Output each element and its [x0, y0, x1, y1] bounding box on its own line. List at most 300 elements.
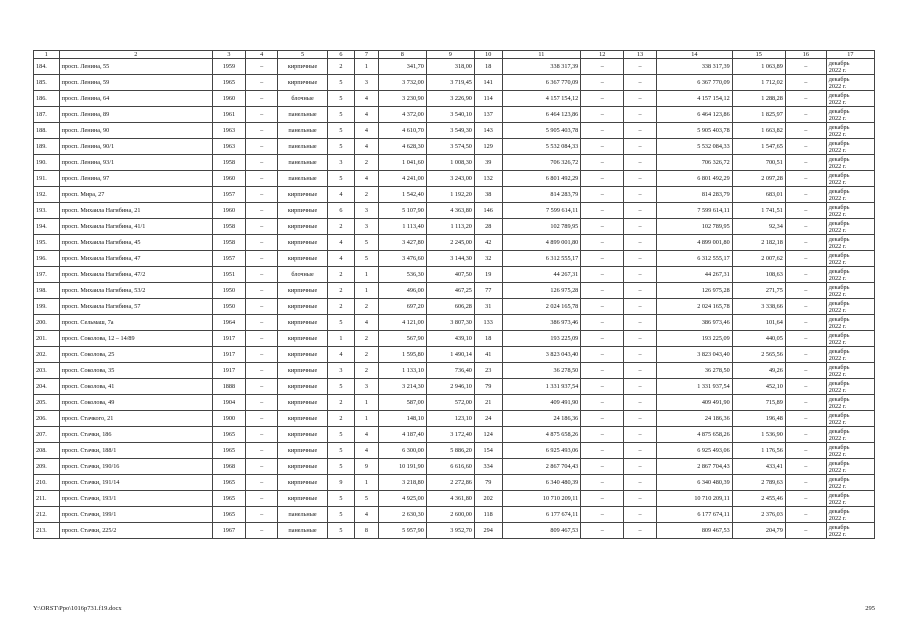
table-cell: 2 024 165,78: [502, 299, 581, 315]
table-cell: 2: [355, 347, 379, 363]
table-cell: 700,51: [732, 155, 785, 171]
table-cell: 1958: [213, 219, 246, 235]
table-cell: 3 226,90: [426, 91, 474, 107]
table-cell: 204,79: [732, 523, 785, 539]
table-cell: 2 024 165,78: [656, 299, 732, 315]
table-cell: 1 176,56: [732, 443, 785, 459]
table-cell: 2 630,30: [378, 507, 426, 523]
table-cell: –: [785, 379, 826, 395]
table-cell: –: [785, 315, 826, 331]
table-cell: 6: [327, 203, 355, 219]
table-cell: 1 825,97: [732, 107, 785, 123]
table-row: [34, 139, 875, 155]
table-cell: 6 801 492,29: [656, 171, 732, 187]
table-cell: 5 905 403,78: [502, 123, 581, 139]
table-cell: просп. Михаила Нагибина, 45: [59, 235, 212, 251]
table-row: [34, 523, 875, 539]
table-cell: 1 663,82: [732, 123, 785, 139]
table-cell: –: [245, 235, 278, 251]
table-cell: кирпичные: [278, 299, 327, 315]
table-cell: –: [581, 475, 624, 491]
table-cell: –: [785, 363, 826, 379]
table-cell: 5 905 403,78: [656, 123, 732, 139]
table-cell: –: [785, 123, 826, 139]
table-cell: 2 007,62: [732, 251, 785, 267]
table-cell: –: [785, 187, 826, 203]
table-cell: просп. Мира, 27: [59, 187, 212, 203]
table-cell: просп. Ленина, 64: [59, 91, 212, 107]
table-cell: 407,50: [426, 267, 474, 283]
table-cell: 4: [355, 91, 379, 107]
table-cell: 205.: [34, 395, 60, 411]
table-cell: просп. Стачкого, 21: [59, 411, 212, 427]
table-cell: 209.: [34, 459, 60, 475]
table-row: [34, 123, 875, 139]
table-cell: 1965: [213, 75, 246, 91]
table-cell: 715,89: [732, 395, 785, 411]
table-cell: декабрь 2022 г.: [826, 219, 874, 235]
table-cell: 3 144,30: [426, 251, 474, 267]
table-cell: декабрь 2022 г.: [826, 523, 874, 539]
table-cell: 6 925 493,06: [502, 443, 581, 459]
table-row: [34, 299, 875, 315]
table-cell: просп. Стачки, 191/14: [59, 475, 212, 491]
table-cell: 5: [327, 91, 355, 107]
table-cell: 36 278,50: [502, 363, 581, 379]
table-cell: 4: [355, 123, 379, 139]
table-cell: 6 367 770,09: [502, 75, 581, 91]
table-cell: 196,48: [732, 411, 785, 427]
table-cell: 102 789,95: [656, 219, 732, 235]
table-row: [34, 267, 875, 283]
table-cell: 1: [355, 395, 379, 411]
table-cell: –: [245, 379, 278, 395]
table-cell: –: [581, 187, 624, 203]
table-row: [34, 411, 875, 427]
table-row: [34, 475, 875, 491]
table-cell: –: [581, 203, 624, 219]
table-cell: 141: [474, 75, 502, 91]
table-cell: 1 547,65: [732, 139, 785, 155]
table-cell: кирпичные: [278, 251, 327, 267]
table-cell: кирпичные: [278, 219, 327, 235]
table-cell: 186.: [34, 91, 60, 107]
table-cell: –: [581, 155, 624, 171]
table-cell: просп. Михаила Нагибина, 41/1: [59, 219, 212, 235]
table-cell: –: [581, 59, 624, 75]
table-cell: 1960: [213, 203, 246, 219]
table-cell: декабрь 2022 г.: [826, 347, 874, 363]
table-cell: 5 532 084,33: [656, 139, 732, 155]
table-cell: 129: [474, 139, 502, 155]
table-cell: –: [785, 475, 826, 491]
table-cell: 5: [327, 427, 355, 443]
table-cell: просп. Стачки, 188/1: [59, 443, 212, 459]
table-cell: декабрь 2022 г.: [826, 91, 874, 107]
table-row: [34, 363, 875, 379]
table-cell: 4: [355, 139, 379, 155]
table-cell: 2 867 704,43: [656, 459, 732, 475]
table-cell: 42: [474, 235, 502, 251]
table-cell: 92,34: [732, 219, 785, 235]
table-cell: 197.: [34, 267, 60, 283]
table-cell: 4 628,30: [378, 139, 426, 155]
table-cell: 2: [355, 299, 379, 315]
column-number: 7: [355, 51, 379, 59]
table-cell: 6 312 555,17: [502, 251, 581, 267]
table-cell: 4 157 154,12: [656, 91, 732, 107]
table-cell: 1958: [213, 155, 246, 171]
table-cell: –: [245, 123, 278, 139]
table-cell: 193.: [34, 203, 60, 219]
table-cell: 4 363,80: [426, 203, 474, 219]
table-cell: 199.: [34, 299, 60, 315]
table-cell: 318,00: [426, 59, 474, 75]
table-cell: декабрь 2022 г.: [826, 475, 874, 491]
table-cell: –: [581, 139, 624, 155]
table-cell: декабрь 2022 г.: [826, 443, 874, 459]
table-cell: 3 172,40: [426, 427, 474, 443]
table-cell: –: [581, 379, 624, 395]
table-cell: 132: [474, 171, 502, 187]
table-cell: –: [581, 347, 624, 363]
table-row: [34, 491, 875, 507]
table-cell: –: [581, 395, 624, 411]
table-cell: –: [624, 443, 657, 459]
table-cell: просп. Соколова, 49: [59, 395, 212, 411]
table-cell: 4 372,00: [378, 107, 426, 123]
table-cell: декабрь 2022 г.: [826, 395, 874, 411]
table-cell: 706 326,72: [502, 155, 581, 171]
table-cell: 198.: [34, 283, 60, 299]
table-cell: 3 338,66: [732, 299, 785, 315]
table-cell: –: [785, 443, 826, 459]
table-cell: 3 952,70: [426, 523, 474, 539]
table-cell: 6 464 123,86: [502, 107, 581, 123]
table-cell: 32: [474, 251, 502, 267]
table-cell: декабрь 2022 г.: [826, 459, 874, 475]
column-number: 16: [785, 51, 826, 59]
table-cell: 1951: [213, 267, 246, 283]
table-cell: просп. Ленина, 55: [59, 59, 212, 75]
table-cell: 6 464 123,86: [656, 107, 732, 123]
table-cell: 3 732,00: [378, 75, 426, 91]
table-cell: декабрь 2022 г.: [826, 171, 874, 187]
table-cell: 212.: [34, 507, 60, 523]
table-cell: 2 600,00: [426, 507, 474, 523]
table-row: [34, 171, 875, 187]
table-cell: –: [785, 59, 826, 75]
table-cell: 467,25: [426, 283, 474, 299]
column-number: 15: [732, 51, 785, 59]
table-cell: декабрь 2022 г.: [826, 251, 874, 267]
table-cell: –: [581, 123, 624, 139]
table-cell: 1965: [213, 443, 246, 459]
table-cell: кирпичные: [278, 459, 327, 475]
table-cell: 1 712,02: [732, 75, 785, 91]
table-cell: 4 875 658,26: [656, 427, 732, 443]
table-cell: 4: [327, 251, 355, 267]
table-cell: кирпичные: [278, 411, 327, 427]
column-number: 3: [213, 51, 246, 59]
table-cell: панельные: [278, 171, 327, 187]
table-cell: 1 542,40: [378, 187, 426, 203]
table-row: [34, 251, 875, 267]
table-cell: 41: [474, 347, 502, 363]
table-cell: просп. Соколова, 25: [59, 347, 212, 363]
table-cell: декабрь 2022 г.: [826, 507, 874, 523]
table-cell: 190.: [34, 155, 60, 171]
table-cell: 4: [355, 507, 379, 523]
table-row: [34, 59, 875, 75]
table-cell: 5: [327, 507, 355, 523]
table-cell: 2: [355, 187, 379, 203]
table-cell: 496,00: [378, 283, 426, 299]
table-cell: 154: [474, 443, 502, 459]
table-row: [34, 507, 875, 523]
table-cell: 2 182,18: [732, 235, 785, 251]
table-cell: 5: [327, 123, 355, 139]
table-cell: –: [624, 491, 657, 507]
table-cell: 294: [474, 523, 502, 539]
table-cell: 8: [355, 523, 379, 539]
table-cell: 210.: [34, 475, 60, 491]
table-cell: декабрь 2022 г.: [826, 331, 874, 347]
table-cell: –: [245, 203, 278, 219]
column-number: 14: [656, 51, 732, 59]
table-cell: 3 218,80: [378, 475, 426, 491]
table-cell: 5 886,20: [426, 443, 474, 459]
table-cell: –: [624, 283, 657, 299]
table-cell: кирпичные: [278, 235, 327, 251]
table-cell: 5: [327, 491, 355, 507]
table-cell: 1: [355, 283, 379, 299]
table-cell: –: [245, 331, 278, 347]
table-cell: –: [624, 123, 657, 139]
table-cell: 1917: [213, 331, 246, 347]
table-cell: просп. Стачки, 199/1: [59, 507, 212, 523]
table-cell: 208.: [34, 443, 60, 459]
table-cell: 3: [355, 219, 379, 235]
table-cell: кирпичные: [278, 395, 327, 411]
table-cell: 7 599 614,11: [656, 203, 732, 219]
table-cell: 108,63: [732, 267, 785, 283]
table-cell: 409 491,90: [656, 395, 732, 411]
table-cell: –: [245, 107, 278, 123]
table-cell: 6 177 674,11: [502, 507, 581, 523]
table-cell: просп. Ленина, 93/1: [59, 155, 212, 171]
table-cell: –: [581, 491, 624, 507]
table-cell: –: [581, 443, 624, 459]
table-cell: –: [785, 235, 826, 251]
table-cell: просп. Стачки, 186: [59, 427, 212, 443]
table-cell: декабрь 2022 г.: [826, 363, 874, 379]
table-cell: –: [581, 251, 624, 267]
table-cell: 1 133,10: [378, 363, 426, 379]
table-cell: –: [245, 347, 278, 363]
table-cell: 1917: [213, 363, 246, 379]
table-cell: 1957: [213, 251, 246, 267]
table-cell: кирпичные: [278, 443, 327, 459]
table-cell: 194.: [34, 219, 60, 235]
table-cell: 5: [355, 235, 379, 251]
table-row: [34, 427, 875, 443]
table-cell: 203.: [34, 363, 60, 379]
table-cell: –: [581, 523, 624, 539]
table-cell: –: [624, 347, 657, 363]
table-cell: кирпичные: [278, 379, 327, 395]
table-cell: –: [624, 75, 657, 91]
table-cell: 3 823 043,40: [656, 347, 732, 363]
table-cell: 1 192,20: [426, 187, 474, 203]
table-cell: 1 741,51: [732, 203, 785, 219]
table-cell: 2: [355, 331, 379, 347]
table-cell: декабрь 2022 г.: [826, 235, 874, 251]
table-cell: –: [581, 283, 624, 299]
table-cell: 44 267,31: [502, 267, 581, 283]
table-cell: 4 875 658,26: [502, 427, 581, 443]
table-cell: 1 331 937,54: [502, 379, 581, 395]
table-cell: кирпичные: [278, 75, 327, 91]
table-cell: –: [624, 91, 657, 107]
table-cell: –: [245, 363, 278, 379]
table-cell: –: [245, 155, 278, 171]
table-cell: 4: [355, 443, 379, 459]
table-cell: панельные: [278, 507, 327, 523]
table-cell: панельные: [278, 155, 327, 171]
table-row: [34, 315, 875, 331]
table-cell: кирпичные: [278, 475, 327, 491]
table-cell: просп. Михаила Нагибина, 21: [59, 203, 212, 219]
table-cell: декабрь 2022 г.: [826, 75, 874, 91]
table-row: [34, 283, 875, 299]
table-cell: –: [624, 251, 657, 267]
table-cell: –: [785, 107, 826, 123]
table-cell: –: [245, 475, 278, 491]
table-cell: –: [245, 459, 278, 475]
table-row: [34, 235, 875, 251]
table-cell: панельные: [278, 107, 327, 123]
table-cell: 3: [355, 379, 379, 395]
table-cell: –: [581, 107, 624, 123]
table-cell: –: [785, 507, 826, 523]
table-cell: –: [785, 331, 826, 347]
table-cell: 1 490,14: [426, 347, 474, 363]
table-cell: просп. Ленина, 89: [59, 107, 212, 123]
table-row: [34, 203, 875, 219]
table-row: [34, 75, 875, 91]
table-cell: 1957: [213, 187, 246, 203]
table-cell: 6 340 480,39: [656, 475, 732, 491]
table-cell: 4 361,80: [426, 491, 474, 507]
table-row: [34, 459, 875, 475]
table-cell: 118: [474, 507, 502, 523]
table-cell: 1961: [213, 107, 246, 123]
column-number: 9: [426, 51, 474, 59]
table-cell: панельные: [278, 523, 327, 539]
table-cell: –: [245, 139, 278, 155]
table-cell: 3 243,00: [426, 171, 474, 187]
table-cell: 126 975,28: [502, 283, 581, 299]
table-cell: 206.: [34, 411, 60, 427]
table-cell: просп. Ленина, 59: [59, 75, 212, 91]
table-cell: –: [245, 187, 278, 203]
table-cell: 572,00: [426, 395, 474, 411]
table-row: [34, 379, 875, 395]
table-cell: 200.: [34, 315, 60, 331]
table-cell: 587,00: [378, 395, 426, 411]
table-cell: кирпичные: [278, 283, 327, 299]
table-cell: 146: [474, 203, 502, 219]
table-cell: 1950: [213, 299, 246, 315]
table-cell: 1959: [213, 59, 246, 75]
table-cell: декабрь 2022 г.: [826, 107, 874, 123]
table-cell: 1958: [213, 235, 246, 251]
table-cell: 38: [474, 187, 502, 203]
table-cell: 1917: [213, 347, 246, 363]
table-cell: 3 719,45: [426, 75, 474, 91]
table-cell: 6 801 492,29: [502, 171, 581, 187]
table-cell: –: [624, 155, 657, 171]
table-cell: –: [624, 523, 657, 539]
table-cell: –: [581, 411, 624, 427]
table-cell: 10 710 209,11: [502, 491, 581, 507]
table-row: [34, 331, 875, 347]
column-number: 17: [826, 51, 874, 59]
table-cell: декабрь 2022 г.: [826, 139, 874, 155]
table-cell: –: [785, 459, 826, 475]
table-cell: 1968: [213, 459, 246, 475]
table-cell: –: [581, 331, 624, 347]
table-cell: –: [624, 507, 657, 523]
table-cell: –: [245, 491, 278, 507]
table-cell: 189.: [34, 139, 60, 155]
table-cell: 4: [327, 347, 355, 363]
table-cell: 4: [327, 235, 355, 251]
table-cell: 4: [355, 427, 379, 443]
table-cell: просп. Ленина, 90: [59, 123, 212, 139]
table-cell: 123,10: [426, 411, 474, 427]
table-cell: 196.: [34, 251, 60, 267]
table-cell: 6 300,00: [378, 443, 426, 459]
data-table: [33, 50, 875, 539]
table-cell: 102 789,95: [502, 219, 581, 235]
table-cell: 1 595,80: [378, 347, 426, 363]
table-cell: кирпичные: [278, 203, 327, 219]
table-cell: 606,28: [426, 299, 474, 315]
table-cell: декабрь 2022 г.: [826, 379, 874, 395]
table-cell: 2: [327, 59, 355, 75]
table-cell: 202.: [34, 347, 60, 363]
table-cell: 213.: [34, 523, 60, 539]
table-cell: –: [624, 363, 657, 379]
table-cell: 440,05: [732, 331, 785, 347]
table-cell: просп. Михаила Нагибина, 47/2: [59, 267, 212, 283]
table-cell: –: [785, 411, 826, 427]
table-cell: 697,20: [378, 299, 426, 315]
table-row: [34, 155, 875, 171]
table-cell: 77: [474, 283, 502, 299]
table-cell: 3 214,30: [378, 379, 426, 395]
table-row: [34, 91, 875, 107]
table-cell: 191.: [34, 171, 60, 187]
table-cell: 338 317,39: [656, 59, 732, 75]
table-row: [34, 187, 875, 203]
table-cell: –: [785, 251, 826, 267]
table-cell: 204.: [34, 379, 60, 395]
table-cell: 1: [327, 331, 355, 347]
table-cell: 4 121,00: [378, 315, 426, 331]
